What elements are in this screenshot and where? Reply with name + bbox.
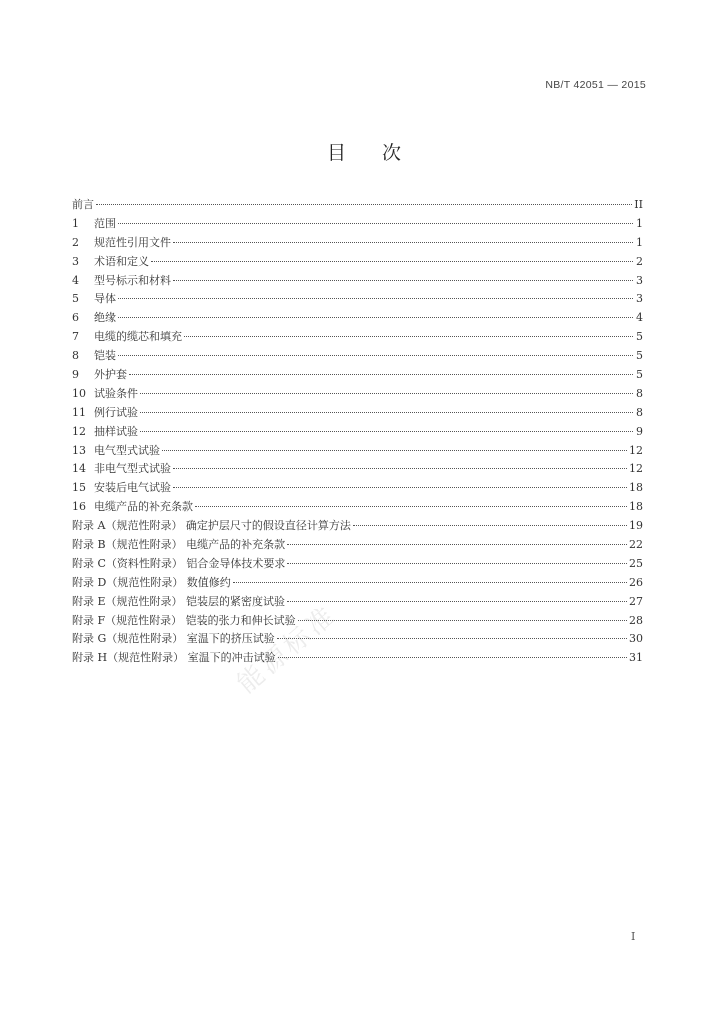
toc-entry[interactable] bbox=[72, 404, 643, 423]
toc-entry-page: 19 bbox=[629, 519, 643, 533]
toc-entry-label: 规范性引用文件 bbox=[94, 235, 171, 249]
toc-entry[interactable] bbox=[72, 423, 643, 442]
toc-entry-page: 4 bbox=[636, 311, 643, 325]
toc-dot-leader bbox=[140, 431, 633, 432]
toc-entry-page: II bbox=[634, 198, 643, 211]
toc-entry-page: 2 bbox=[636, 254, 643, 268]
watermark: 能源标准 bbox=[231, 599, 344, 700]
toc-dot-leader bbox=[353, 525, 627, 526]
toc-entry-label: 附录 G（规范性附录） 室温下的挤压试验 bbox=[72, 632, 275, 646]
toc-entry-label: 导体 bbox=[94, 292, 116, 306]
toc-entry[interactable] bbox=[72, 536, 643, 555]
toc-entry-label: 外护套 bbox=[94, 368, 127, 382]
toc-dot-leader bbox=[140, 393, 633, 394]
toc-entry-label: 例行试验 bbox=[94, 405, 138, 419]
toc-entry-number: 14 bbox=[72, 462, 86, 476]
toc-entry-page: 30 bbox=[629, 632, 643, 646]
toc-entry-page: 31 bbox=[629, 651, 643, 665]
toc-entry-number: 12 bbox=[72, 424, 86, 438]
toc-dot-leader bbox=[118, 317, 633, 318]
toc-dot-leader bbox=[173, 280, 633, 281]
toc-entry[interactable] bbox=[72, 290, 643, 309]
toc-entry-label: 安装后电气试验 bbox=[94, 481, 171, 495]
toc-dot-leader bbox=[140, 412, 633, 413]
toc-entry-label: 型号标示和材料 bbox=[94, 273, 171, 287]
toc-entry-label: 试验条件 bbox=[94, 386, 138, 400]
toc-entry-page: 3 bbox=[636, 292, 643, 306]
toc-entry-label: 附录 A（规范性附录） 确定护层尺寸的假设直径计算方法 bbox=[72, 519, 351, 533]
toc-entry-page: 5 bbox=[636, 349, 643, 363]
toc-dot-leader bbox=[195, 506, 627, 507]
toc-entry-label: 范围 bbox=[94, 216, 116, 230]
toc-dot-leader bbox=[96, 204, 632, 205]
toc-entry[interactable] bbox=[72, 272, 643, 291]
toc-entry-label: 电气型式试验 bbox=[94, 443, 160, 457]
toc-dot-leader bbox=[287, 601, 627, 602]
toc-entry-number: 3 bbox=[72, 254, 79, 268]
standard-code: NB/T 42051 — 2015 bbox=[545, 79, 646, 91]
toc-dot-leader bbox=[287, 563, 627, 564]
toc-entry-page: 9 bbox=[636, 424, 643, 438]
toc-entry-number: 2 bbox=[72, 235, 79, 249]
toc-entry-number: 8 bbox=[72, 349, 79, 363]
toc-entry-page: 12 bbox=[629, 443, 643, 457]
toc-entry[interactable] bbox=[72, 479, 643, 498]
toc-entry-label: 铠装 bbox=[94, 349, 116, 363]
page-number: I bbox=[631, 930, 636, 943]
toc-entry-page: 3 bbox=[636, 273, 643, 287]
toc-entry-page: 8 bbox=[636, 405, 643, 419]
toc-entry-label: 绝缘 bbox=[94, 311, 116, 325]
toc-dot-leader bbox=[287, 544, 627, 545]
toc-dot-leader bbox=[298, 620, 627, 621]
toc-entry-page: 5 bbox=[636, 330, 643, 344]
toc-entry-number: 9 bbox=[72, 368, 79, 382]
toc-entry-number: 11 bbox=[72, 405, 86, 419]
toc-entry-label: 抽样试验 bbox=[94, 424, 138, 438]
toc-entry-label: 附录 E（规范性附录） 铠装层的紧密度试验 bbox=[72, 594, 286, 608]
toc-entry[interactable] bbox=[72, 649, 643, 668]
toc-entry[interactable] bbox=[72, 593, 643, 612]
toc-dot-leader bbox=[118, 355, 633, 356]
toc-entry-page: 28 bbox=[629, 613, 643, 627]
toc-entry[interactable] bbox=[72, 196, 643, 215]
toc-entry[interactable] bbox=[72, 442, 643, 461]
toc-entry[interactable] bbox=[72, 366, 643, 385]
toc-dot-leader bbox=[277, 638, 627, 639]
toc-entry-number: 10 bbox=[72, 386, 86, 400]
toc-entry-number: 6 bbox=[72, 311, 79, 325]
toc-entry-label: 附录 B（规范性附录） 电缆产品的补充条款 bbox=[72, 538, 286, 552]
toc-entry[interactable] bbox=[72, 347, 643, 366]
toc-dot-leader bbox=[173, 487, 627, 488]
toc-entry[interactable] bbox=[72, 555, 643, 574]
toc-dot-leader bbox=[173, 242, 633, 243]
toc-entry[interactable] bbox=[72, 460, 643, 479]
toc-entry[interactable] bbox=[72, 574, 643, 593]
toc-entry-number: 16 bbox=[72, 500, 86, 514]
toc-entry[interactable] bbox=[72, 328, 643, 347]
toc-entry[interactable] bbox=[72, 385, 643, 404]
toc-entry-number: 7 bbox=[72, 330, 79, 344]
toc-entry-page: 22 bbox=[629, 538, 643, 552]
toc-entry-page: 25 bbox=[629, 556, 643, 570]
toc-entry-page: 27 bbox=[629, 594, 643, 608]
toc-dot-leader bbox=[151, 261, 633, 262]
toc-entry-label: 前言 bbox=[72, 198, 94, 211]
toc-dot-leader bbox=[129, 374, 633, 375]
toc-entry-page: 8 bbox=[636, 386, 643, 400]
toc-dot-leader bbox=[173, 468, 627, 469]
toc-entry[interactable] bbox=[72, 215, 643, 234]
toc-entry[interactable] bbox=[72, 612, 643, 631]
toc-entry-page: 18 bbox=[629, 481, 643, 495]
toc-entry-page: 5 bbox=[636, 368, 643, 382]
toc-dot-leader bbox=[162, 450, 627, 451]
toc-dot-leader bbox=[233, 582, 627, 583]
toc-entry-page: 12 bbox=[629, 462, 643, 476]
toc-entry-page: 26 bbox=[629, 575, 643, 589]
toc-entry-label: 电缆的缆芯和填充 bbox=[94, 330, 182, 344]
toc-entry-label: 附录 C（资料性附录） 铝合金导体技术要求 bbox=[72, 556, 286, 570]
toc-entry-number: 1 bbox=[72, 216, 79, 230]
toc-entry-label: 附录 H（规范性附录） 室温下的冲击试验 bbox=[72, 651, 276, 665]
toc-entry-number: 4 bbox=[72, 273, 79, 287]
toc-dot-leader bbox=[184, 336, 633, 337]
page-title: 目次 bbox=[326, 142, 437, 164]
toc-entry[interactable] bbox=[72, 517, 643, 536]
toc-entry[interactable] bbox=[72, 630, 643, 649]
toc-entry[interactable] bbox=[72, 253, 643, 272]
toc-entry-number: 13 bbox=[72, 443, 86, 457]
toc-entry-label: 附录 F（规范性附录） 铠装的张力和伸长试验 bbox=[72, 613, 296, 627]
toc-entry-label: 电缆产品的补充条款 bbox=[94, 500, 193, 514]
toc-entry-page: 18 bbox=[629, 500, 643, 514]
toc-entry-label: 术语和定义 bbox=[94, 254, 149, 268]
toc-dot-leader bbox=[118, 223, 633, 224]
toc-entry-label: 附录 D（规范性附录） 数值修约 bbox=[72, 575, 231, 589]
toc-entry[interactable] bbox=[72, 498, 643, 517]
toc-entry-page: 1 bbox=[636, 216, 643, 230]
toc-entry-number: 5 bbox=[72, 292, 79, 306]
toc-entry[interactable] bbox=[72, 309, 643, 328]
toc-dot-leader bbox=[278, 657, 627, 658]
toc-entry-page: 1 bbox=[636, 235, 643, 249]
toc-entry-label: 非电气型式试验 bbox=[94, 462, 171, 476]
toc-dot-leader bbox=[118, 298, 633, 299]
table-of-contents bbox=[72, 196, 643, 668]
toc-entry-number: 15 bbox=[72, 481, 86, 495]
toc-entry[interactable] bbox=[72, 234, 643, 253]
